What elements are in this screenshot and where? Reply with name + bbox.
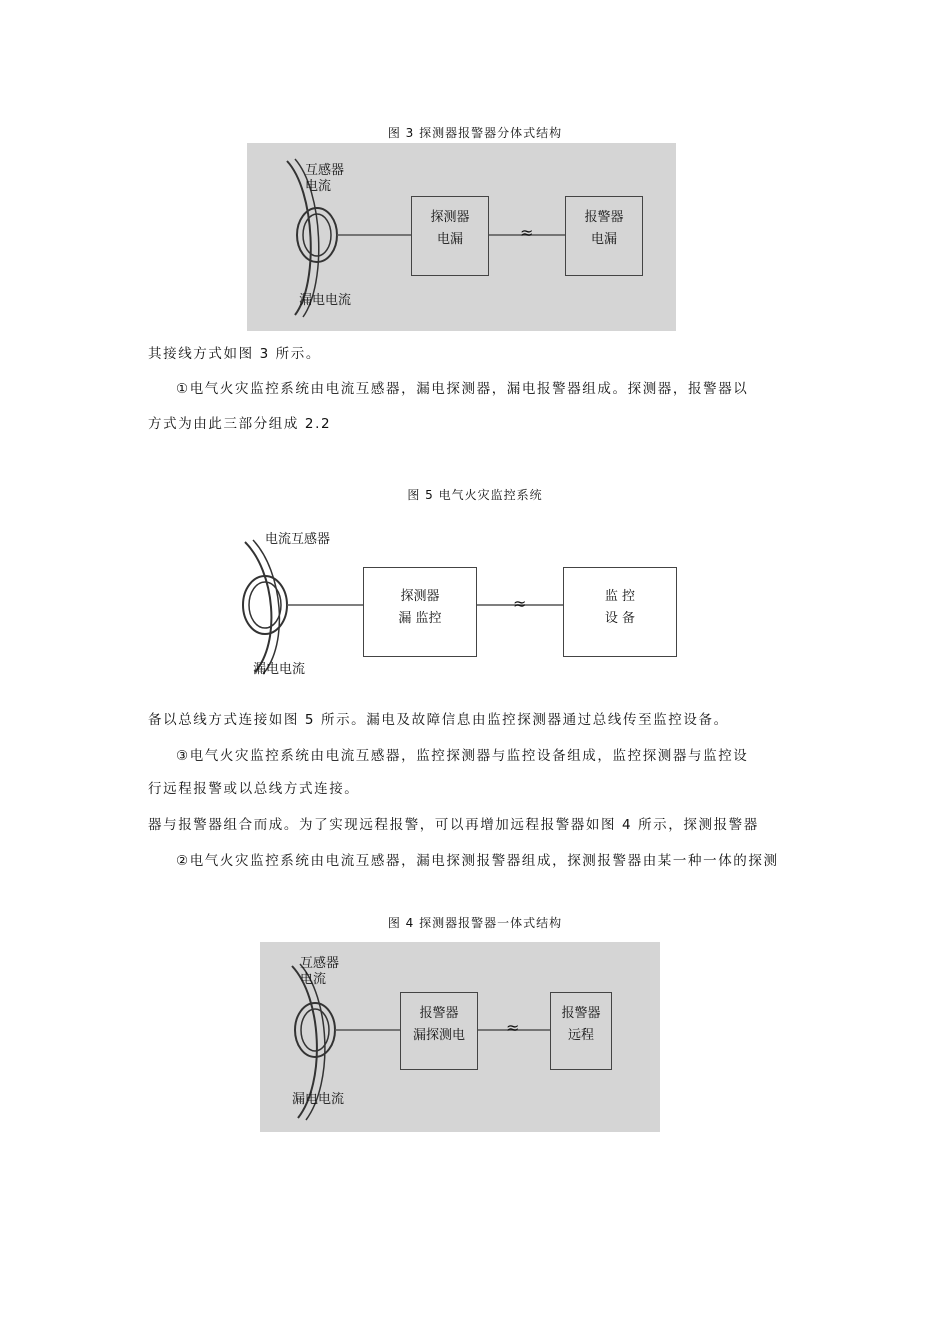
para-2b: ③电气火灾监控系统由电流互感器，监控探测器与监控设备组成，监控探测器与监控设	[176, 748, 749, 764]
para-1b: 方式为由此三部分组成 2.2	[148, 416, 332, 432]
fig3-alarm-box	[565, 196, 643, 276]
fig5-ct-top: 电流互感器	[265, 532, 331, 547]
fig5-box2-line2: 设 备	[604, 611, 636, 626]
fig5-monitor-detector-box	[363, 567, 477, 657]
fig3-box2-line1: 报警器	[584, 210, 624, 225]
fig5-box2-line1: 监 控	[604, 589, 636, 604]
fig3-ct-top-1: 互感器	[305, 163, 345, 178]
para-2c: 行远程报警或以总线方式连接。	[148, 781, 360, 797]
para-fig3-ref: 其接线方式如图 3 所示。	[148, 346, 321, 362]
fig4-box2-line1: 报警器	[561, 1006, 601, 1021]
fig5-box1-line2: 漏 监控	[398, 611, 442, 626]
fig4-caption: 图 4 探测器报警器一体式结构	[387, 916, 563, 930]
fig4-box1-line1: 报警器	[419, 1006, 459, 1021]
fig4-diagram	[260, 942, 660, 1132]
fig3-box1-line2: 电漏	[436, 232, 463, 247]
fig5-caption: 图 5 电气火灾监控系统	[407, 488, 543, 502]
para-3a: 器与报警器组合而成。为了实现远程报警，可以再增加远程报警器如图 4 所示，探测报警器	[148, 817, 759, 833]
para-3b: ②电气火灾监控系统由电流互感器，漏电探测报警器组成，探测报警器由某一种一体的探测	[176, 853, 779, 869]
fig5-link-symbol: ≈	[513, 594, 527, 613]
fig4-remote-alarm-box	[550, 992, 612, 1070]
fig3-box2-line2: 电漏	[590, 232, 617, 247]
fig4-box2-line2: 远程	[567, 1028, 594, 1043]
fig5-box1-line1: 探测器	[400, 589, 440, 604]
fig3-ct-top-2: 电流	[305, 179, 332, 194]
fig3-detector-box	[411, 196, 489, 276]
fig3-ct-bottom: 漏电电流	[299, 293, 352, 308]
fig3-box1-line1: 探测器	[430, 210, 470, 225]
fig3-link-symbol: ≈	[520, 223, 534, 242]
para-2a: 备以总线方式连接如图 5 所示。漏电及故障信息由监控探测器通过总线传至监控设备。	[148, 712, 729, 728]
fig5-monitor-device-box	[563, 567, 677, 657]
fig4-box1-line2: 漏探测电	[412, 1028, 465, 1043]
fig5-ct-bottom: 漏电电流	[253, 662, 306, 677]
fig4-ct-bottom: 漏电电流	[292, 1092, 345, 1107]
fig3-diagram	[247, 143, 676, 331]
fig4-detector-alarm-box	[400, 992, 478, 1070]
para-1a: ①电气火灾监控系统由电流互感器，漏电探测器，漏电报警器组成。探测器，报警器以	[176, 381, 749, 397]
fig4-ct-top-1: 互感器	[300, 956, 340, 971]
fig3-caption: 图 3 探测器报警器分体式结构	[387, 126, 563, 140]
fig4-link-symbol: ≈	[506, 1018, 520, 1037]
fig5-diagram	[225, 522, 705, 692]
fig4-ct-top-2: 电流	[300, 972, 327, 987]
